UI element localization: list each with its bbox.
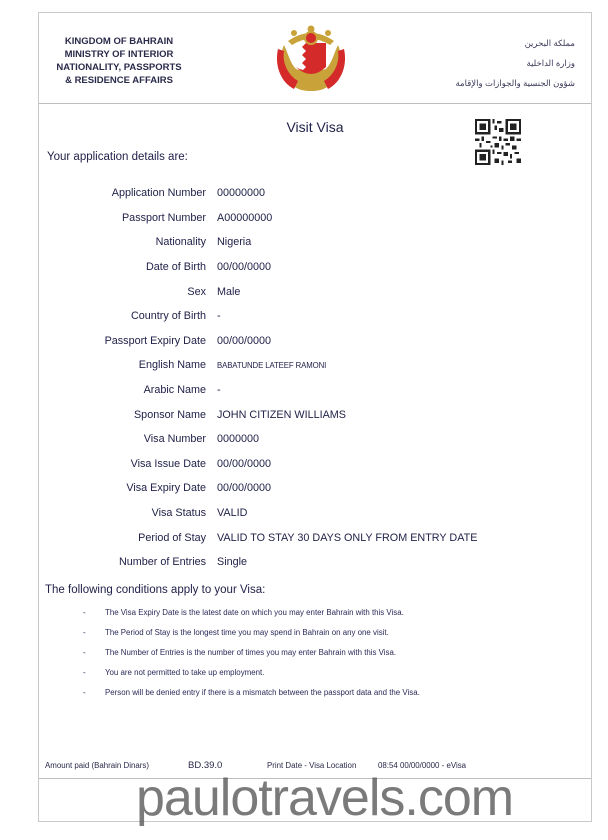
field-passport-number: Passport Number A00000000 [121, 211, 273, 224]
field-visa-expiry-date: Visa Expiry Date 00/00/0000 [126, 482, 272, 495]
field-visa-issue-date: Visa Issue Date 00/00/0000 [130, 457, 272, 470]
field-sex: Sex Male [187, 285, 241, 298]
ministry-name-arabic: مملكة البحرين وزارة الداخلية شؤون الجنسية والجوازات والإقامة [455, 38, 575, 88]
print-date-label: Print Date - Visa Location [267, 761, 357, 770]
visa-document [38, 12, 592, 822]
watermark-text: paulotravels.com [136, 769, 514, 827]
field-sponsor-name: Sponsor Name JOHN CITIZEN WILLIAMS [133, 408, 346, 421]
condition-item: - The Number of Entries is the number of times you may enter Bahrain with this Visa. [83, 647, 397, 657]
print-date-value: 08:54 00/00/0000 - eVisa [378, 761, 467, 770]
field-visa-number: Visa Number 0000000 [143, 433, 260, 446]
field-passport-expiry-date: Passport Expiry Date 00/00/0000 [104, 334, 272, 347]
field-period-of-stay: Period of Stay VALID TO STAY 30 DAYS ONLY FROM ENTRY DATE [138, 531, 478, 544]
condition-item: - You are not permitted to take up employment. [83, 667, 265, 677]
conditions-heading: The following conditions apply to your Visa: [45, 584, 266, 596]
application-details-table [39, 181, 593, 575]
field-nationality: Nationality Nigeria [155, 236, 252, 249]
qr-code-icon [475, 119, 521, 165]
header-divider [39, 103, 591, 104]
condition-item: - The Period of Stay is the longest time you may spend in Bahrain on any one visit. [83, 628, 389, 638]
field-english-name: English Name BABATUNDE LATEEF RAMONI [138, 359, 327, 372]
field-arabic-name: Arabic Name - [143, 384, 221, 397]
amount-paid-label: Amount paid (Bahrain Dinars) [45, 761, 149, 770]
payment-footer [45, 760, 467, 771]
field-application-number: Application Number 00000000 [111, 187, 266, 200]
condition-item: - Person will be denied entry if there is a mismatch between the passport data and the Visa. [83, 687, 420, 697]
conditions-list [83, 603, 583, 702]
field-date-of-birth: Date of Birth 00/00/0000 [145, 261, 272, 274]
bahrain-coat-of-arms-icon [274, 23, 348, 97]
field-country-of-birth: Country of Birth - [130, 310, 221, 323]
field-visa-status: Visa Status VALID [151, 507, 248, 520]
application-details-heading: Your application details are: [47, 151, 188, 163]
field-number-of-entries: Number of Entries Single [118, 556, 248, 569]
condition-item: - The Visa Expiry Date is the latest date on which you may enter Bahrain with this Visa. [83, 608, 404, 618]
document-title: Visit Visa [286, 119, 344, 135]
ministry-name-english: KINGDOM OF BAHRAIN MINISTRY OF INTERIOR NATIONALITY, PASSPORTS & RESIDENCE AFFAIRS [56, 36, 182, 86]
amount-paid-value: BD.39.0 [188, 760, 223, 771]
